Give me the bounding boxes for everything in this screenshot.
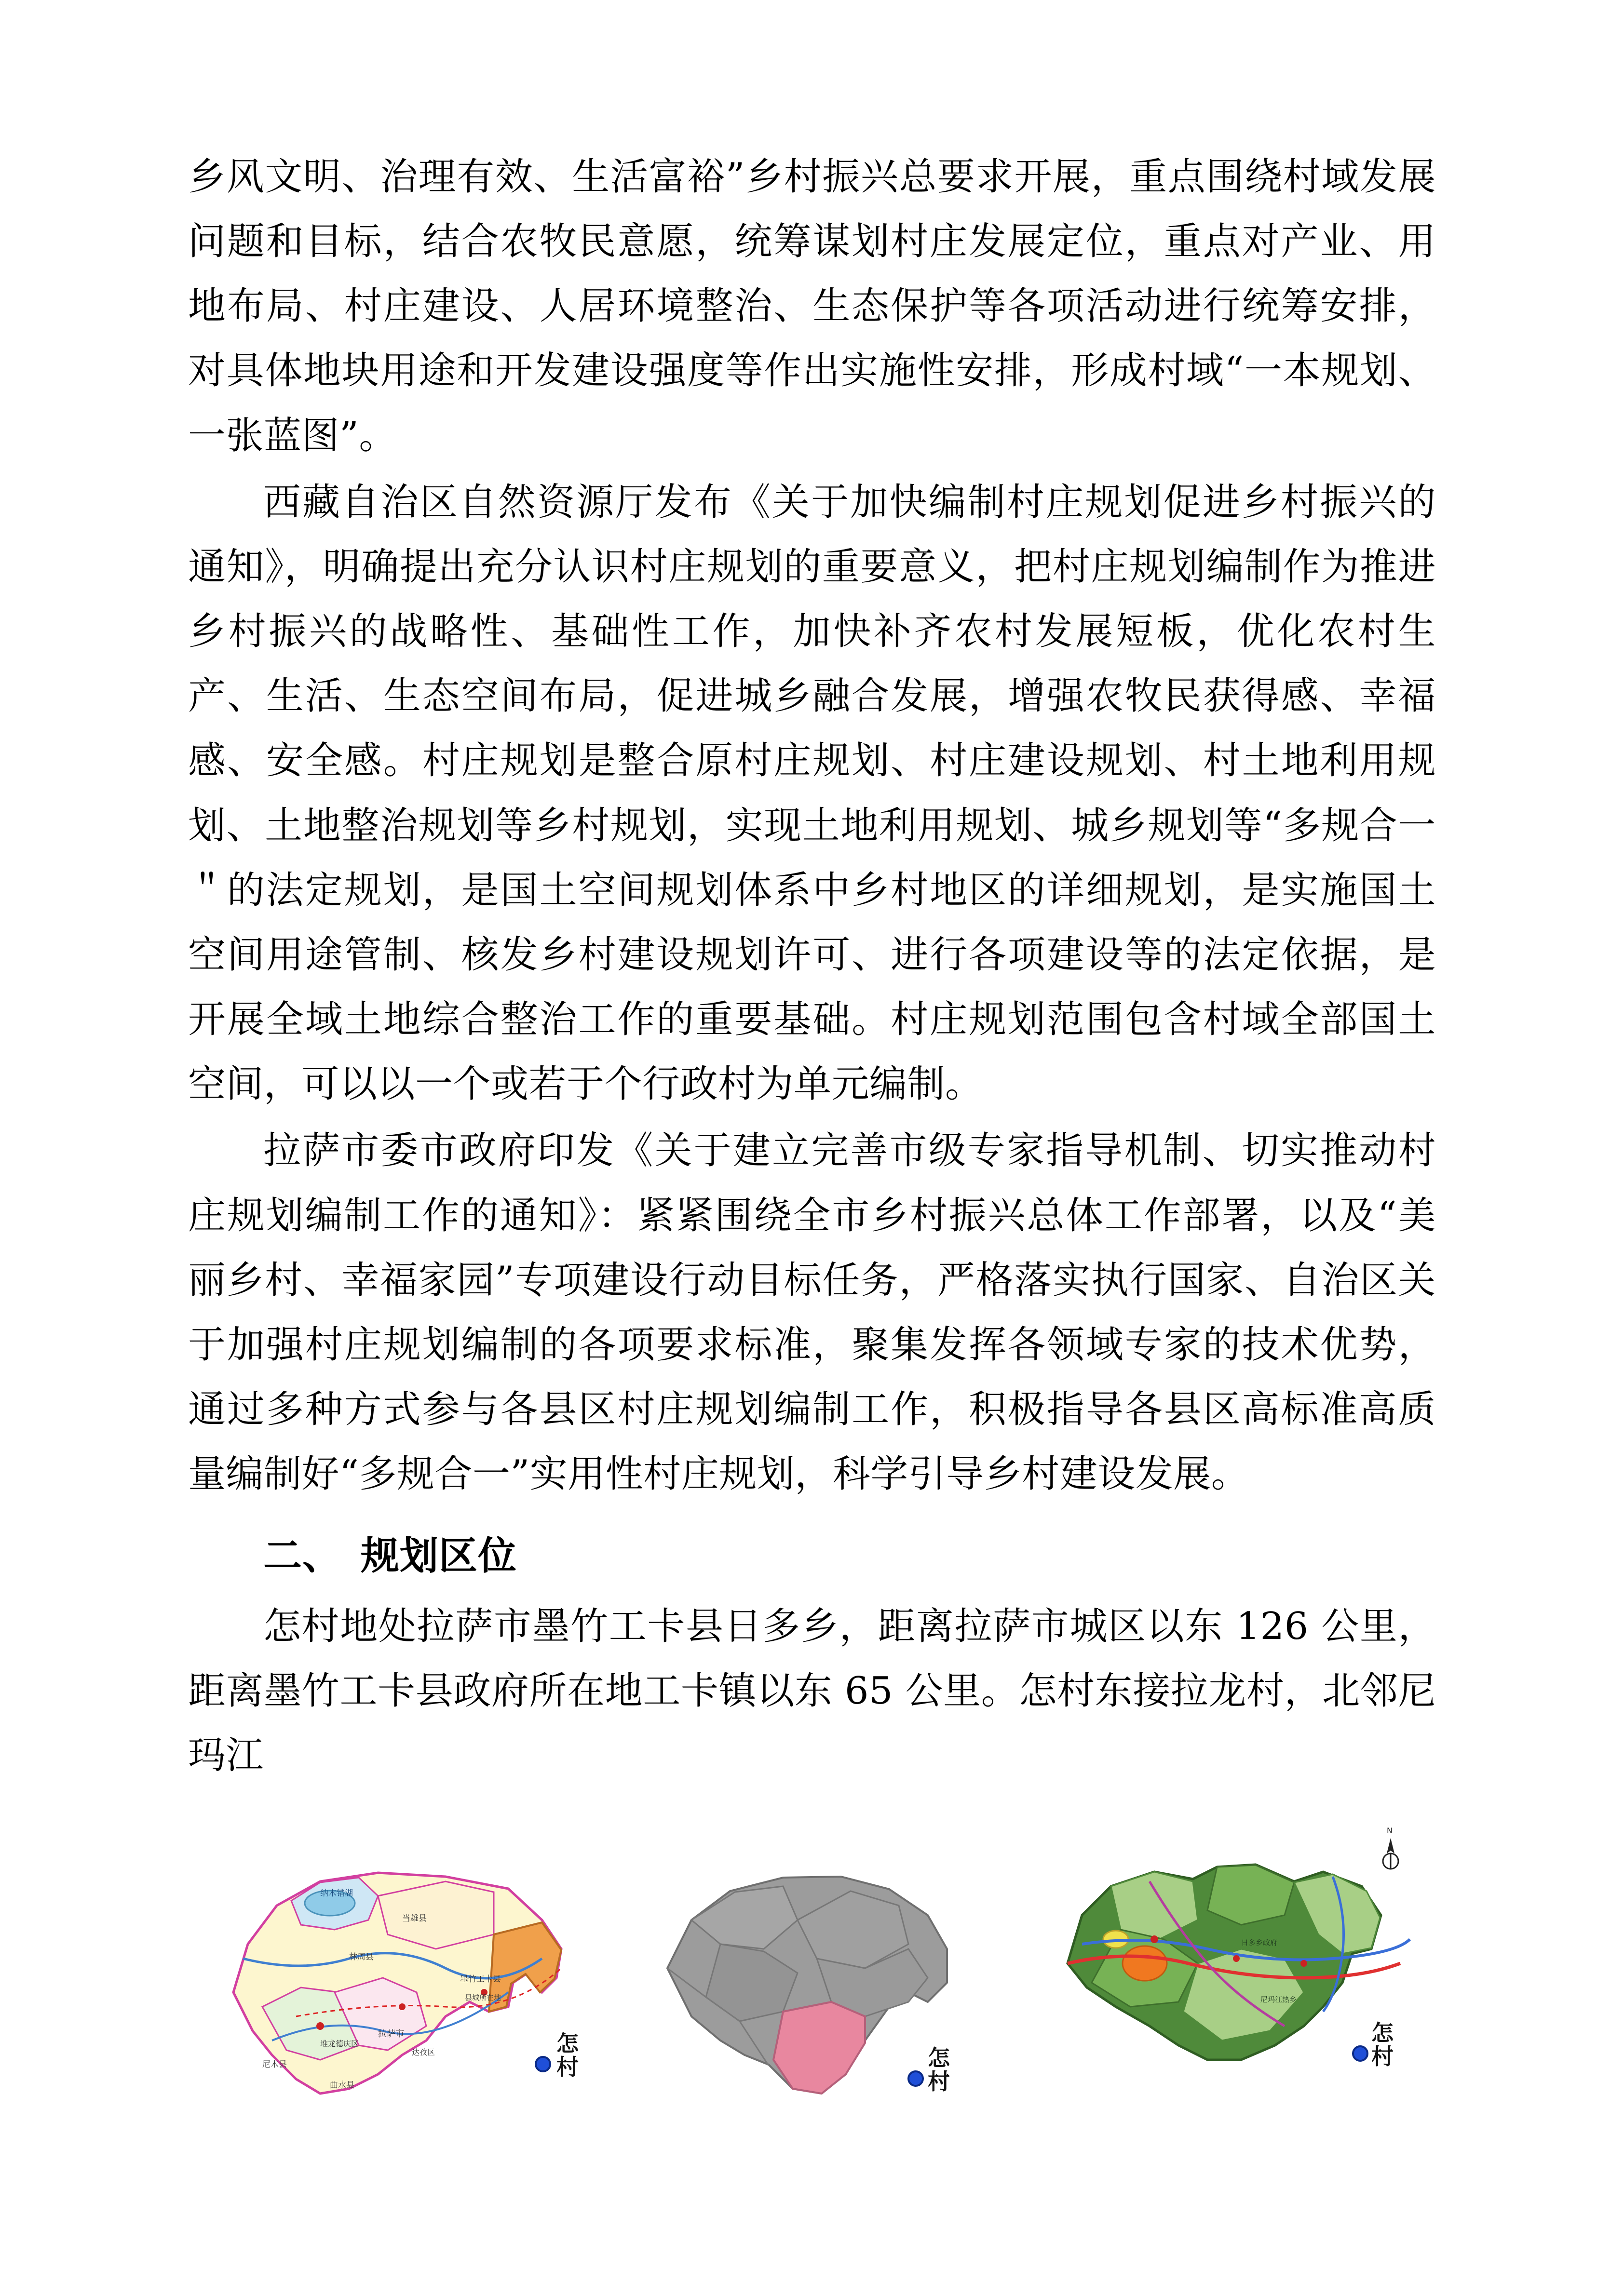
paragraph-1: 乡风文明、治理有效、生活富裕”乡村振兴总要求开展，重点围绕村域发展问题和目标，结合农牧民意愿，统筹谋划村庄发展定位，重点对产业、用地布局、村庄建设、人居环境整治、生态保护等各项活动进行统筹安排，对具体地块用途和开发建设强度等作出实施性安排，形成村域“一本规划、一张蓝图”。 — [188, 155, 1436, 457]
section-heading — [188, 1523, 1436, 1589]
svg-text:县城所在地: 县城所在地 — [465, 1993, 501, 2002]
svg-text:尼木县: 尼木县 — [262, 2060, 287, 2070]
paragraph-4: 怎村地处拉萨市墨竹工卡县日多乡，距离拉萨市城区以东 126 公里，距离墨竹工卡县政府所在地工卡镇以东 65 公里。怎村东接拉龙村，北邻尼玛江 — [188, 1604, 1436, 1778]
township-map-svg — [1034, 1819, 1448, 2147]
document-body — [188, 145, 1436, 1788]
village-label-line1: 怎 — [1371, 2020, 1394, 2046]
svg-text:林周县: 林周县 — [349, 1952, 374, 1962]
svg-text:纳木错湖: 纳木错湖 — [320, 1889, 353, 1899]
svg-text:当雄县: 当雄县 — [402, 1914, 427, 1924]
figure-village-label — [1371, 2021, 1394, 2068]
compass-icon — [1383, 1826, 1398, 1869]
svg-text:墨竹工卡县: 墨竹工卡县 — [460, 1974, 501, 1985]
section-number: 二、 — [263, 1533, 341, 1579]
figure-village-label — [928, 2046, 950, 2093]
figure-county-gray-map — [638, 1848, 1005, 2147]
figure-row — [188, 1819, 1436, 2147]
svg-text:曲水县: 曲水县 — [330, 2081, 354, 2091]
paragraph-3: 拉萨市委市政府印发《关于建立完善市级专家指导机制、切实推动村庄规划编制工作的通知》：紧紧围绕全市乡村振兴总体工作部署，以及“美丽乡村、幸福家园”专项建设行动目标任务，严格落实执行国家、自治区关于加强村庄规划编制的各项要求标准，聚集发挥各领域专家的技术优势，通过多种方式参与各县区村庄规划编制工作，积极指导各县区高标准高质量编制好“多规合一”实用性村庄规划，科学引导乡村建设发展。 — [188, 1129, 1436, 1496]
figure-village-label — [556, 2032, 579, 2079]
svg-text:N: N — [1387, 1826, 1393, 1836]
county-map-svg — [638, 1848, 1005, 2147]
figure-lhasa-administrative-map — [176, 1848, 609, 2147]
village-label-line2: 村 — [928, 2068, 950, 2095]
figure-township-green-map — [1034, 1819, 1448, 2147]
village-label-line1: 怎 — [556, 2030, 579, 2057]
lhasa-map-svg — [176, 1848, 609, 2147]
svg-text:达孜区: 达孜区 — [412, 2048, 435, 2057]
svg-text:拉萨市: 拉萨市 — [378, 2029, 404, 2040]
svg-text:尼玛江热乡: 尼玛江热乡 — [1260, 1995, 1297, 2004]
village-label-line1: 怎 — [928, 2045, 950, 2071]
village-label-line2: 村 — [1371, 2043, 1394, 2069]
section-title: 规划区位 — [361, 1533, 517, 1579]
paragraph-2: 西藏自治区自然资源厅发布《关于加快编制村庄规划促进乡村振兴的通知》，明确提出充分认识村庄规划的重要意义，把村庄规划编制作为推进乡村振兴的战略性、基础性工作，加快补齐农村发展短板，优化农村生产、生活、生态空间布局，促进城乡融合发展，增强农牧民获得感、幸福感、安全感。村庄规划是整合原村庄规划、村庄建设规划、村土地利用规划、土地整治规划等乡村规划，实现土地利用规划、城乡规划等“多规合一＂的法定规划，是国土空间规划体系中乡村地区的详细规划，是实施国土空间用途管制、核发乡村建设规划许可、进行各项建设等的法定依据，是开展全域土地综合整治工作的重要基础。村庄规划范围包含村域全部国土空间，可以以一个或若于个行政村为单元编制。 — [188, 480, 1436, 1106]
svg-text:堆龙德庆区: 堆龙德庆区 — [320, 2039, 359, 2049]
svg-text:日多乡政府: 日多乡政府 — [1241, 1938, 1278, 1947]
village-label-line2: 村 — [556, 2054, 579, 2080]
